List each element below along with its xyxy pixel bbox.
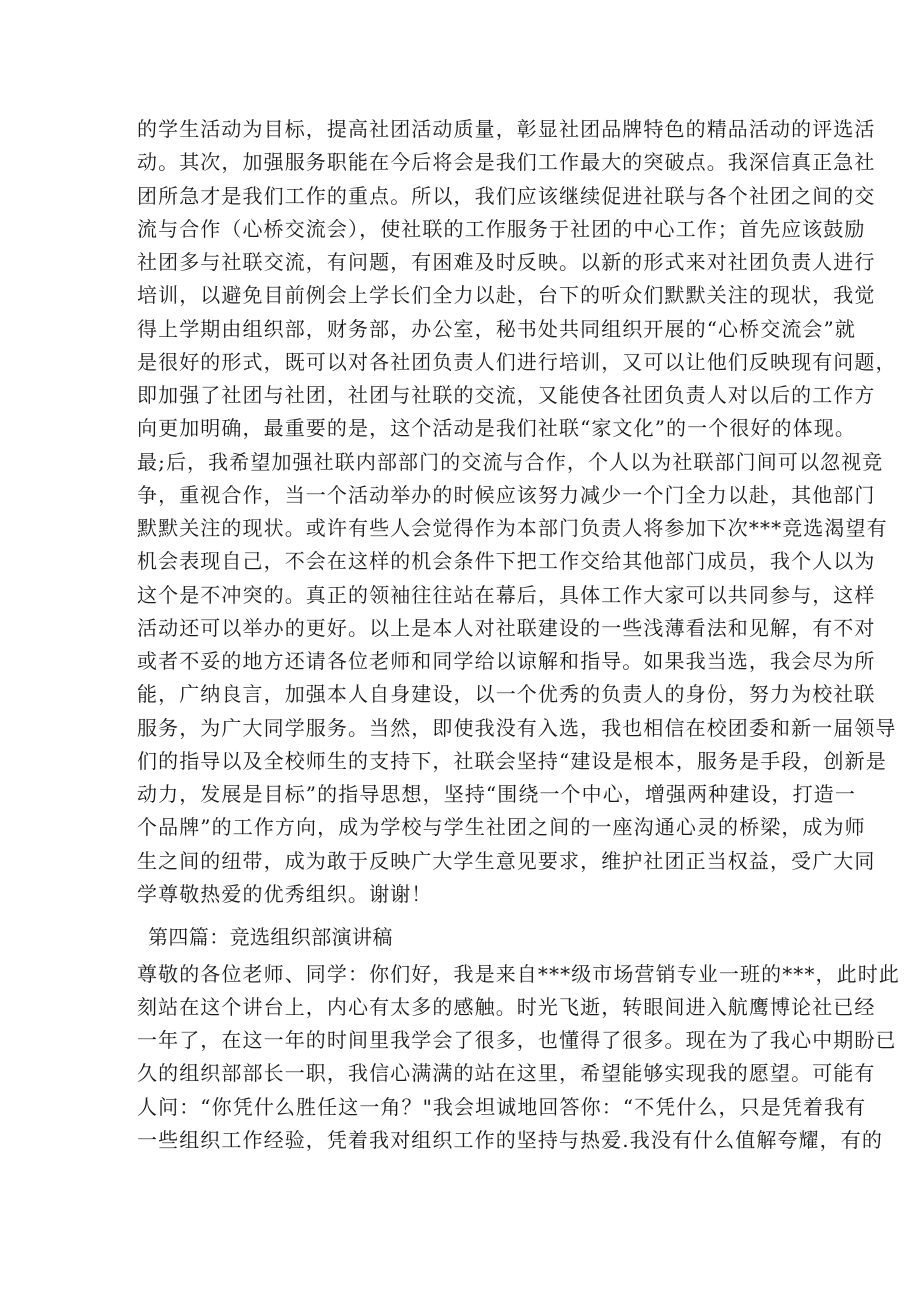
text-line: 能，广纳良言，加强本人自身建设，以一个优秀的负责人的身份，努力为校社联 (137, 682, 876, 706)
text-line: 生之间的纽带，成为敢于反映广大学生意见要求，维护社团正当权益，受广大同 (137, 849, 876, 873)
text-line: 的学生活动为目标，提高社团活动质量，彰显社团品牌特色的精品活动的评选活 (137, 117, 876, 141)
text-line: 社团多与社联交流，有问题，有困难及时反映。以新的形式来对社团负责人进行 (137, 250, 876, 274)
text-line: 向更加明确，最重要的是，这个活动是我们社联“家文化”的一个很好的体现。 (137, 416, 856, 440)
text-line: 即加强了社团与社团，社团与社联的交流，又能使各社团负责人对以后的工作方 (137, 383, 876, 407)
text-line: 流与合作（心桥交流会），使社联的工作服务于社团的中心工作；首先应该鼓励 (137, 217, 866, 241)
text-line: 人问：“你凭什么胜任这一角？"我会坦诚地回答你：“不凭什么，只是凭着我有 (137, 1095, 867, 1119)
text-line: 动。其次，加强服务职能在今后将会是我们工作最大的突破点。我深信真正急社 (137, 150, 876, 174)
text-line: 培训，以避免目前例会上学长们全力以赴，台下的听众们默默关注的现状，我觉 (137, 283, 876, 307)
text-line: 学尊敬热爱的优秀组织。谢谢！ (137, 882, 433, 906)
text-line: 是很好的形式，既可以对各社团负责人们进行培训，又可以让他们反映现有问题， (137, 350, 897, 374)
text-line: 争，重视合作，当一个活动举办的时候应该努力减少一个门全力以赴，其他部门 (137, 483, 876, 507)
text-line: 这个是不冲突的。真正的领袖往往站在幕后，具体工作大家可以共同参与，这样 (137, 583, 876, 607)
text-line: 个品牌”的工作方向，成为学校与学生社团之间的一座沟通心灵的桥梁，成为师 (137, 815, 866, 839)
text-line: 服务，为广大同学服务。当然，即使我没有入选，我也相信在校团委和新一届领导 (137, 716, 897, 740)
text-line: 尊敬的各位老师、同学：你们好，我是来自***级市场营销专业一班的***，此时此 (137, 962, 900, 986)
text-line: 刻站在这个讲台上，内心有太多的感触。时光飞逝，转眼间进入航鹰博论社已经 (137, 995, 876, 1019)
text-line: 们的指导以及全校师生的支持下，社联会坚持“建设是根本，服务是手段，创新是 (137, 749, 887, 773)
section-heading: 第四篇：竞选组织部演讲稿 (148, 925, 393, 949)
text-line: 久的组织部部长一职，我信心满满的站在这里，希望能够实现我的愿望。可能有 (137, 1061, 876, 1085)
text-line: 活动还可以举办的更好。以上是本人对社联建设的一些浅薄看法和见解，有不对 (137, 616, 876, 640)
text-line: 一年了，在这一年的时间里我学会了很多，也懂得了很多。现在为了我心中期盼已 (137, 1028, 897, 1052)
text-line: 或者不妥的地方还请各位老师和同学给以谅解和指导。如果我当选，我会尽为所 (137, 649, 876, 673)
text-line: 得上学期由组织部，财务部，办公室，秘书处共同组织开展的“心桥交流会”就 (137, 317, 856, 341)
text-line: 动力，发展是目标”的指导思想，坚持“围绕一个中心，增强两种建设，打造一 (137, 782, 856, 806)
text-line: 一些组织工作经验，凭着我对组织工作的坚持与热爱.我没有什么值解夸耀，有的 (137, 1128, 883, 1152)
text-line: 最;后，我希望加强社联内部部门的交流与合作，个人以为社联部门间可以忽视竞 (137, 450, 884, 474)
text-line: 机会表现自己，不会在这样的机会条件下把工作交给其他部门成员，我个人以为 (137, 549, 876, 573)
text-line: 团所急才是我们工作的重点。所以，我们应该继续促进社联与各个社团之间的交 (137, 184, 876, 208)
text-line: 默默关注的现状。或许有些人会觉得作为本部门负责人将参加下次***竞选渴望有 (137, 516, 888, 540)
